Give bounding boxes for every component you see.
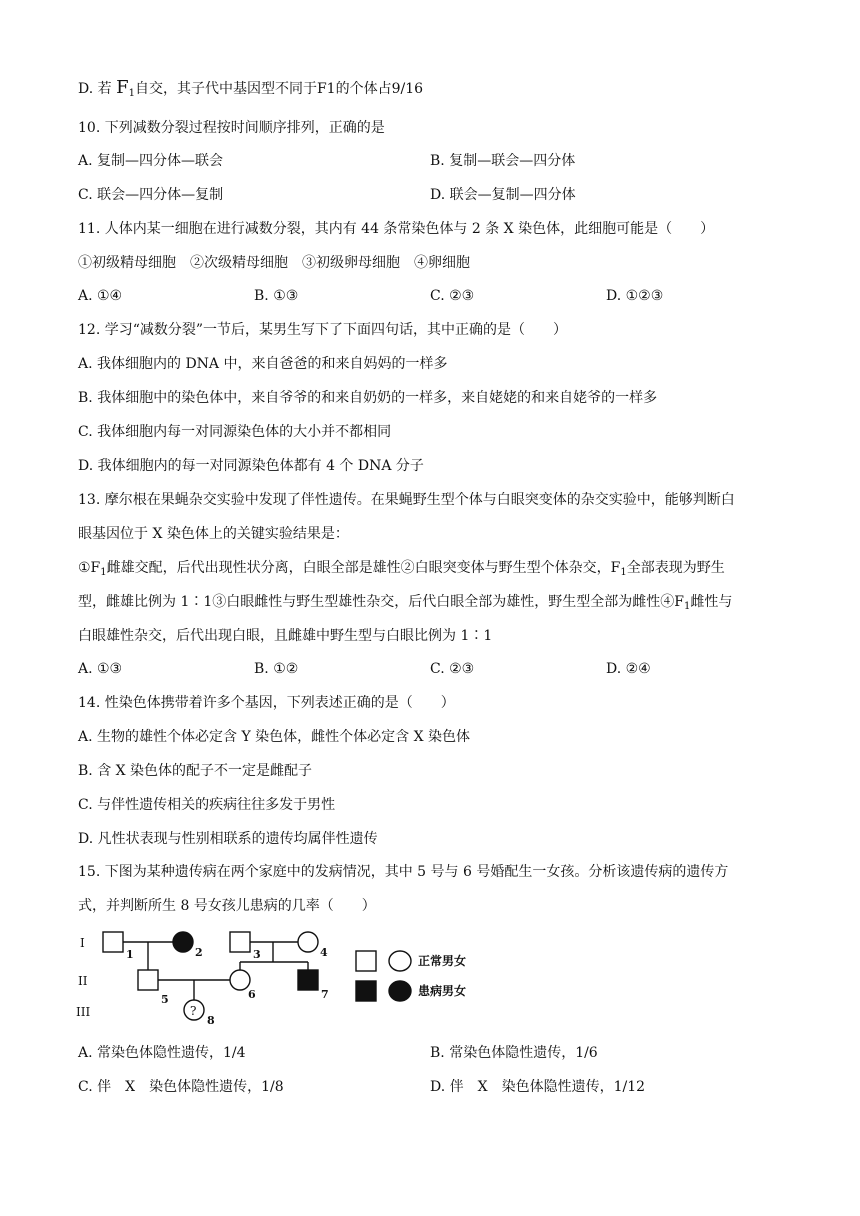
number-6: 6	[248, 988, 256, 1001]
q10-option-a: A. 复制—四分体—联会	[78, 153, 224, 169]
q13-stem-line1: 13. 摩尔根在果蝇杂交实验中发现了伴性遗传。在果蝇野生型个体与白眼突变体的杂交实验中，能够判断白	[78, 492, 735, 508]
q15-option-a: A. 常染色体隐性遗传，1/4	[78, 1045, 246, 1061]
q14-option-c: C. 与伴性遗传相关的疾病往往多发于男性	[78, 797, 336, 813]
q11-option-b: B. ①③	[254, 288, 299, 304]
q11-stem: 11. 人体内某一细胞在进行减数分裂，其内有 44 条常染色体与 2 条 X 染色体，此细胞可能是（ ）	[78, 221, 715, 237]
q12-option-a: A. 我体细胞内的 DNA 中，来自爸爸的和来自妈妈的一样多	[78, 356, 448, 372]
q9-option-d-text: 自交，其子代中基因型不同于F1的个体占9/16	[134, 81, 424, 97]
q14-option-b: B. 含 X 染色体的配子不一定是雌配子	[78, 763, 313, 779]
number-8: 8	[207, 1014, 215, 1027]
q9-option-d-sub: 1	[128, 88, 135, 99]
q13-r1c: 全部表现为野生	[626, 560, 725, 576]
q9-option-d-prefix: D. 若	[78, 81, 117, 97]
q13-sub2: 1	[620, 567, 627, 578]
legend-affected-male	[356, 981, 376, 1001]
legend-affected-label: 患病男女	[418, 984, 467, 998]
q12-option-c: C. 我体细胞内每一对同源染色体的大小并不都相同	[78, 424, 392, 440]
unknown-mark: ?	[190, 1004, 197, 1018]
q10-option-d: D. 联会—复制—四分体	[430, 187, 576, 203]
q15-option-d: D. 伴 X 染色体隐性遗传，1/12	[430, 1079, 646, 1095]
q15-option-c: C. 伴 X 染色体隐性遗传，1/8	[78, 1079, 284, 1095]
q14-option-a: A. 生物的雄性个体必定含 Y 染色体，雌性个体必定含 X 染色体	[78, 729, 471, 745]
q13-result-line3: 白眼雄性杂交，后代出现白眼，且雌雄中野生型与白眼比例为 1∶1	[78, 628, 493, 644]
number-7: 7	[321, 988, 329, 1001]
q10-option-b: B. 复制—联会—四分体	[430, 153, 576, 169]
legend-normal-male	[356, 951, 376, 971]
gen-label-I: I	[80, 936, 85, 950]
q14-stem: 14. 性染色体携带着许多个基因，下列表述正确的是（ ）	[78, 695, 455, 711]
gen-label-II: II	[78, 974, 88, 988]
individual-4-normal-female	[298, 932, 318, 952]
q13-sub1: 1	[100, 567, 107, 578]
q14-option-d: D. 凡性状表现与性别相联系的遗传均属伴性遗传	[78, 831, 378, 847]
individual-3-normal-male	[230, 932, 250, 952]
q11-option-d: D. ①②③	[606, 288, 664, 304]
q13-r2b: 雌性与	[690, 594, 733, 610]
q12-option-d: D. 我体细胞内的每一对同源染色体都有 4 个 DNA 分子	[78, 458, 424, 474]
q12-stem: 12. 学习“减数分裂”一节后，某男生写下了下面四句话，其中正确的是（ ）	[78, 322, 568, 338]
q13-r1b: 雌雄交配，后代出现性状分离，白眼全部是雄性②白眼突变体与野生型个体杂交，F	[106, 560, 621, 576]
q13-sub3: 1	[683, 601, 691, 612]
q13-option-b: B. ①②	[254, 661, 299, 677]
number-3: 3	[253, 948, 261, 961]
gen-label-III: III	[76, 1005, 91, 1019]
q15-stem-line2: 式，并判断所生 8 号女孩儿患病的几率（ ）	[78, 898, 376, 914]
number-4: 4	[320, 946, 328, 959]
q13-stem-line2: 眼基因位于 X 染色体上的关键实验结果是：	[78, 526, 349, 542]
individual-2-affected-female	[173, 932, 193, 952]
q13-r1a: ①F	[78, 560, 101, 576]
q13-option-d: D. ②④	[606, 661, 651, 677]
q15-option-b: B. 常染色体隐性遗传，1/6	[430, 1045, 598, 1061]
number-1: 1	[126, 948, 134, 961]
legend-normal-female	[389, 951, 411, 971]
individual-7-affected-male	[298, 970, 318, 990]
q11-option-c: C. ②③	[430, 288, 475, 304]
number-2: 2	[195, 946, 203, 959]
q13-option-c: C. ②③	[430, 661, 475, 677]
individual-5-normal-male	[138, 970, 158, 990]
q15-stem-line1: 15. 下图为某种遗传病在两个家庭中的发病情况，其中 5 号与 6 号婚配生一女孩。分析该遗传病的遗传方	[78, 864, 729, 880]
q13-r2a: 型，雌雄比例为 1∶1③白眼雌性与野生型雄性杂交，后代白眼全部为雄性，野生型全部为雌性④F	[78, 594, 684, 610]
q9-option-d-F: F	[116, 77, 129, 98]
q11-choices: ①初级精母细胞 ②次级精母细胞 ③初级卵母细胞 ④卵细胞	[78, 255, 470, 271]
q10-option-c: C. 联会—四分体—复制	[78, 187, 224, 203]
number-5: 5	[161, 993, 169, 1006]
individual-6-normal-female	[230, 970, 250, 990]
legend-affected-female	[389, 981, 411, 1001]
q13-option-a: A. ①③	[78, 661, 123, 677]
q10-stem: 10. 下列减数分裂过程按时间顺序排列，正确的是	[78, 120, 385, 136]
individual-1-normal-male	[103, 932, 123, 952]
q12-option-b: B. 我体细胞中的染色体中，来自爷爷的和来自奶奶的一样多，来自姥姥的和来自姥爷的一样多	[78, 390, 658, 406]
q11-option-a: A. ①④	[78, 288, 123, 304]
legend-normal-label: 正常男女	[418, 954, 467, 968]
